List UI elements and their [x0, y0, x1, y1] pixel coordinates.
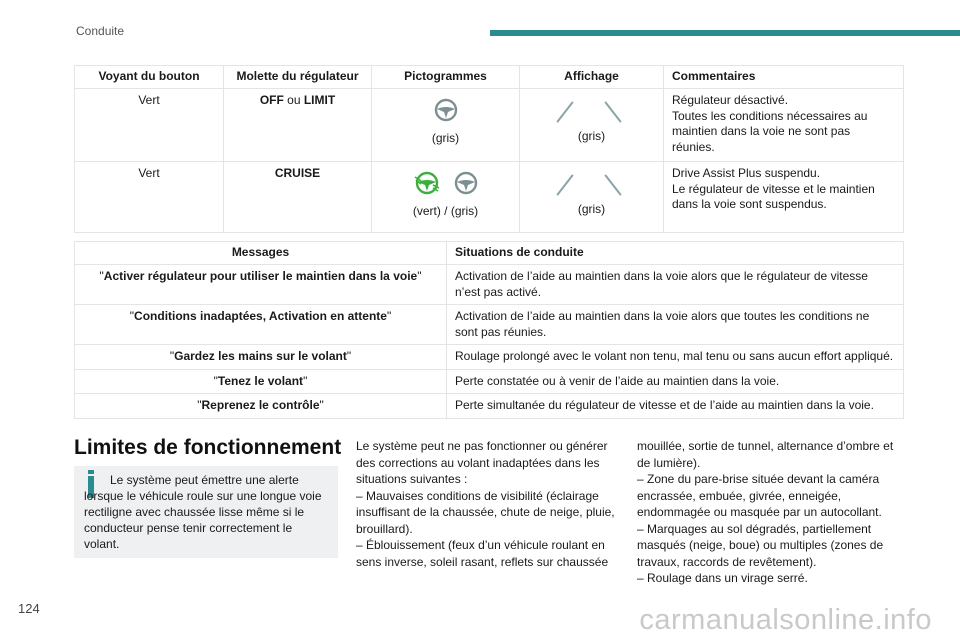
text-column-1	[356, 438, 620, 570]
watermark: carmanualsonline.info	[639, 604, 932, 636]
col-header-molette: Molette du régulateur	[224, 66, 372, 89]
table-row	[75, 305, 904, 345]
molette-cell: OFF ou LIMIT	[224, 89, 372, 162]
lane-lines-icon	[528, 97, 655, 127]
header-accent-bar	[490, 30, 960, 36]
col-header-pictogrammes: Pictogrammes	[372, 66, 520, 89]
steering-wheel-grey-icon	[454, 171, 478, 200]
list-item: – Marquages au sol dégradés, partiellement masqués (neige, boue) ou multiples (zones de travaux, raccords de revêtement).	[637, 521, 884, 569]
list-item: – Zone du pare-brise située devant la caméra encrassée, embuée, givrée, enneigée, endommagée ou masquée par un autocollant.	[637, 472, 882, 519]
message-cell: "Tenez le volant"	[75, 369, 447, 394]
indicator-table	[74, 65, 904, 233]
col-header-commentaires: Commentaires	[664, 66, 904, 89]
picto-label: (vert) / (gris)	[412, 204, 479, 218]
col-header-messages: Messages	[75, 242, 447, 265]
message-cell: "Conditions inadaptées, Activation en attente"	[75, 305, 447, 345]
table-row	[75, 394, 904, 419]
text-column-2	[637, 438, 901, 587]
list-item: – Mauvaises conditions de visibilité (éclairage insuffisant de la chaussée, chute de neige, pluie, brouillard).	[356, 488, 615, 536]
voyant-cell: Vert	[75, 89, 224, 162]
steering-wheel-hands-green-icon	[414, 171, 440, 200]
situation-cell: Activation de l’aide au maintien dans la voie alors que le régulateur de vitesse n’est pas activé.	[447, 265, 904, 305]
list-item: – Éblouissement (feux d’un véhicule roulant en sens inverse, soleil rasant, reflets sur chaussée	[356, 538, 609, 569]
steering-wheel-grey-icon	[434, 98, 458, 127]
table-row	[75, 345, 904, 370]
message-cell: "Reprenez le contrôle"	[75, 394, 447, 419]
affichage-label: (gris)	[577, 202, 606, 216]
col-header-affichage: Affichage	[520, 66, 664, 89]
situation-cell: Perte simultanée du régulateur de vitesse et de l’aide au maintien dans la voie.	[447, 394, 904, 419]
col-header-voyant: Voyant du bouton	[75, 66, 224, 89]
message-cell: "Activer régulateur pour utiliser le maintien dans la voie"	[75, 265, 447, 305]
comment-cell: Régulateur désactivé. Toutes les conditions nécessaires au maintien dans la voie ne sont pas réunies.	[664, 89, 904, 162]
affichage-cell	[520, 162, 664, 233]
voyant-cell: Vert	[75, 162, 224, 233]
picto-cell	[372, 89, 520, 162]
table-row	[75, 89, 904, 162]
molette-cell: CRUISE	[224, 162, 372, 233]
lane-lines-icon	[528, 170, 655, 200]
situation-cell: Activation de l’aide au maintien dans la voie alors que toutes les conditions ne sont pas réunies.	[447, 305, 904, 345]
section-title: Limites de fonctionnement	[74, 436, 342, 459]
table-row	[75, 162, 904, 233]
comment-cell: Drive Assist Plus suspendu. Le régulateur de vitesse et le maintien dans la voie sont suspendus.	[664, 162, 904, 233]
info-note	[74, 466, 338, 558]
picto-cell	[372, 162, 520, 233]
table-row	[75, 265, 904, 305]
table-row	[75, 369, 904, 394]
list-item: – Roulage dans un virage serré.	[637, 571, 808, 585]
col-header-situations: Situations de conduite	[447, 242, 904, 265]
page-number: 124	[18, 601, 40, 616]
table-header-row	[75, 242, 904, 265]
intro-paragraph: Le système peut ne pas fonctionner ou générer des corrections au volant inadaptées dans les situations suivantes :	[356, 439, 608, 486]
running-header: Conduite	[76, 24, 125, 38]
situation-cell: Perte constatée ou à venir de l’aide au maintien dans la voie.	[447, 369, 904, 394]
messages-table	[74, 241, 904, 419]
table-header-row	[75, 66, 904, 89]
affichage-cell	[520, 89, 664, 162]
message-cell: "Gardez les mains sur le volant"	[75, 345, 447, 370]
note-text: Le système peut émettre une alerte lorsque le véhicule roule sur une longue voie rectiligne avec chaussée lisse même si le conducteur pense tenir correctement le volant.	[84, 473, 322, 551]
affichage-label: (gris)	[577, 129, 606, 143]
list-item-continued: mouillée, sortie de tunnel, alternance d’ombre et de lumière).	[637, 439, 894, 470]
picto-label: (gris)	[431, 131, 460, 145]
situation-cell: Roulage prolongé avec le volant non tenu, mal tenu ou sans aucun effort appliqué.	[447, 345, 904, 370]
